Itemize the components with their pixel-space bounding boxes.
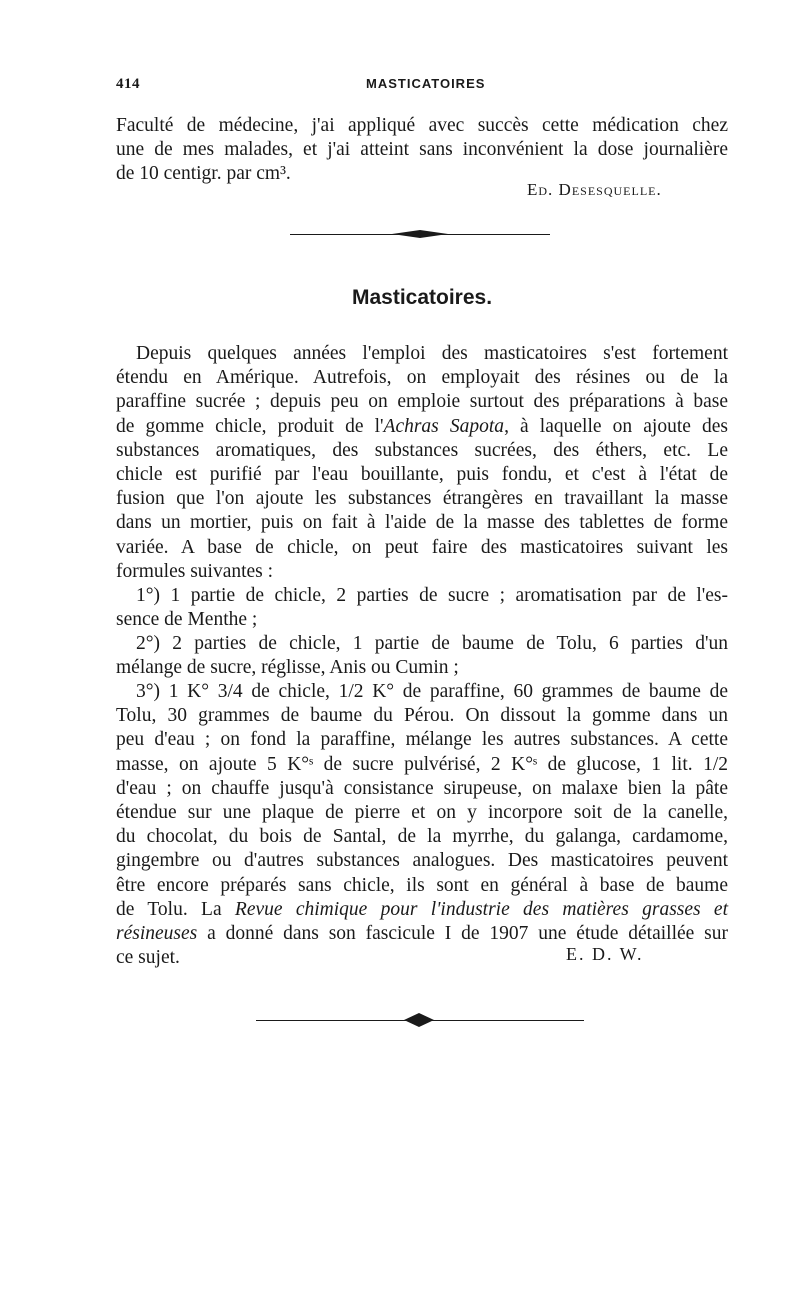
body-paragraph [116,342,728,584]
diamond-ornament-icon [404,1013,434,1027]
body-line: paraffine sucrée ; depuis peu on emploie surtout des préparations à base [116,391,728,413]
formula-1 [116,584,728,632]
intro-line: une de mes malades, et j'ai atteint sans inconvénient la dose journalière [116,139,728,161]
section-signature: E. D. W. [566,944,644,964]
body-line: formules suivantes : [116,560,274,582]
section-title: Masticatoires. [351,286,493,309]
body-line: dans un mortier, puis on fait à l'aide de la masse des tablettes de forme [116,512,728,534]
formula-line: étendue sur une plaque de pierre et on y incorpore soit de la canelle, [116,802,728,824]
body-line: chicle est purifié par l'eau bouillante, puis fondu, et c'est à l'état de [116,464,728,486]
formula-line: gingembre ou d'autres substances analogues. Des masticatoires peuvent [116,850,728,872]
body-line: variée. A base de chicle, on peut faire des masticatoires suivant les [116,536,728,558]
formula-line: résineuses a donné dans son fascicule I de 1907 une étude détaillée sur [116,923,728,945]
body-line: Depuis quelques années l'emploi des masticatoires s'est fortement [136,343,728,364]
page-number: 414 [116,76,140,92]
body-line: substances aromatiques, des substances sucrées, des éthers, etc. Le [116,439,728,461]
formula-line: de Tolu. La Revue chimique pour l'industrie des matières grasses et [116,898,729,920]
formula-3 [116,680,728,970]
formula-line: peu d'eau ; on fond la paraffine, mélange les autres substances. A cette [116,729,728,751]
intro-line: Faculté de médecine, j'ai appliqué avec succès cette médication chez [116,115,728,136]
formula-line: d'eau ; on chauffe jusqu'à consistance sirupeuse, on malaxe bien la pâte [116,777,728,799]
running-title: MASTICATOIRES [366,76,486,91]
formula-line: 1°) 1 partie de chicle, 2 parties de sucre ; aromatisation par de l'es- [136,585,728,606]
formula-line: 3°) 1 K° 3/4 de chicle, 1/2 K° de paraffine, 60 grammes de baume de [136,681,728,702]
author-signature: Ed. Desesquelle. [527,180,662,199]
page-header [116,76,728,100]
formula-line: Tolu, 30 grammes de baume du Pérou. On dissout la gomme dans un [116,705,728,727]
formula-line: du chocolat, du bois de Santal, de la myrrhe, du galanga, cardamome, [116,826,728,848]
formula-line: masse, on ajoute 5 K°ˢ de sucre pulvérisé, 2 K°ˢ de glucose, 1 lit. 1/2 [116,753,728,775]
formula-line: ce sujet. [116,947,180,969]
formula-line: 2°) 2 parties de chicle, 1 partie de baume de Tolu, 6 parties d'un [136,633,728,654]
body-line: étendu en Amérique. Autrefois, on employait des résines ou de la [116,367,728,389]
formula-2 [116,632,728,680]
intro-paragraph [116,114,728,187]
diamond-ornament-icon [392,226,448,242]
formula-line: sence de Menthe ; [116,609,258,631]
formula-line: mélange de sucre, réglisse, Anis ou Cumin ; [116,657,459,679]
intro-line: de 10 centigr. par cm³. [116,163,291,185]
formula-line: être encore préparés sans chicle, ils sont en général à base de baume [116,874,728,896]
body-line: de gomme chicle, produit de l'Achras Sapota, à laquelle on ajoute des [116,415,728,437]
body-line: fusion que l'on ajoute les substances étrangères en travaillant la masse [116,488,728,510]
